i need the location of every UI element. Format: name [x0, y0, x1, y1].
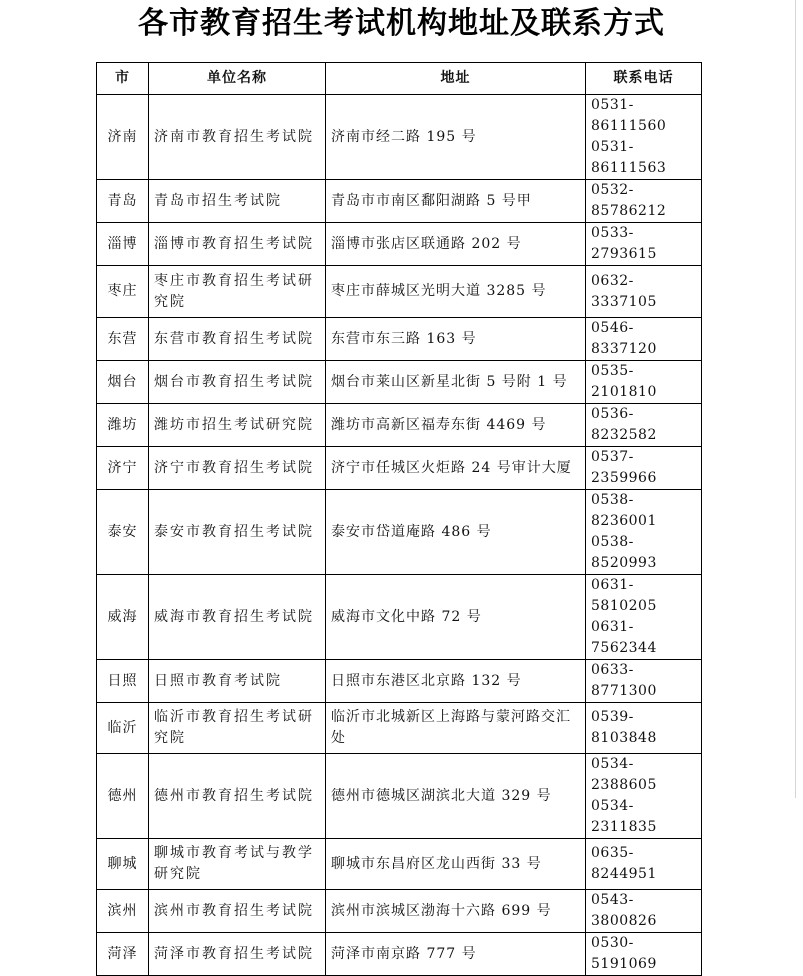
address-cell: 泰安市岱道庵路 486 号 [326, 490, 586, 575]
unit-name-cell: 淄博市教育招生考试院 [149, 223, 326, 266]
header-unit: 单位名称 [149, 63, 326, 95]
city-cell: 枣庄 [97, 266, 149, 318]
address-cell: 威海市文化中路 72 号 [326, 575, 586, 660]
phone-cell [586, 404, 702, 447]
phone-number: 0534-2388605 [591, 756, 657, 793]
phone-number: 0546-8337120 [591, 320, 657, 357]
phone-cell [586, 361, 702, 404]
phone-cell [586, 575, 702, 660]
city-cell: 东营 [97, 318, 149, 361]
phone-number: 0633-8771300 [591, 662, 657, 699]
phone-number: 0632-3337105 [591, 272, 657, 310]
phone-cell [586, 703, 702, 754]
page-edge-line [795, 0, 796, 798]
table-body [97, 95, 702, 976]
unit-name-cell: 日照市教育考试院 [149, 660, 326, 703]
table-row [97, 180, 702, 223]
address-cell: 济宁市任城区火炬路 24 号审计大厦 [326, 447, 586, 490]
unit-name-cell: 滨州市教育招生考试院 [149, 890, 326, 933]
contact-table [96, 62, 702, 976]
address-cell: 青岛市市南区鄱阳湖路 5 号甲 [326, 180, 586, 223]
unit-name-cell: 临沂市教育招生考试研究院 [149, 703, 326, 754]
table-row [97, 754, 702, 839]
unit-name-cell: 潍坊市招生考试研究院 [149, 404, 326, 447]
address-cell: 潍坊市高新区福寿东街 4469 号 [326, 404, 586, 447]
phone-number: 0533-2793615 [591, 225, 657, 262]
unit-name-cell: 东营市教育招生考试院 [149, 318, 326, 361]
phone-number: 0530-5191069 [591, 935, 657, 972]
city-cell: 泰安 [97, 490, 149, 575]
city-cell: 日照 [97, 660, 149, 703]
address-cell: 济南市经二路 195 号 [326, 95, 586, 180]
table-row [97, 839, 702, 890]
city-cell: 德州 [97, 754, 149, 839]
phone-cell [586, 266, 702, 318]
phone-number: 0534-2311835 [591, 798, 657, 835]
phone-number: 0543-3800826 [591, 892, 657, 929]
unit-name-cell: 德州市教育招生考试院 [149, 754, 326, 839]
unit-name-cell: 济南市教育招生考试院 [149, 95, 326, 180]
phone-number: 0531-86111560 [591, 97, 667, 134]
table-row [97, 266, 702, 318]
phone-number: 0535-2101810 [591, 363, 657, 400]
city-cell: 济宁 [97, 447, 149, 490]
table-row [97, 575, 702, 660]
phone-cell [586, 318, 702, 361]
unit-name-cell: 济宁市教育招生考试院 [149, 447, 326, 490]
city-cell: 菏泽 [97, 933, 149, 976]
phone-cell [586, 490, 702, 575]
table-row [97, 660, 702, 703]
phone-number: 0537-2359966 [591, 449, 657, 486]
unit-name-cell: 泰安市教育招生考试院 [149, 490, 326, 575]
city-cell: 烟台 [97, 361, 149, 404]
unit-name-cell: 威海市教育招生考试院 [149, 575, 326, 660]
city-cell: 潍坊 [97, 404, 149, 447]
table-row [97, 404, 702, 447]
city-cell: 济南 [97, 95, 149, 180]
address-cell: 德州市德城区湖滨北大道 329 号 [326, 754, 586, 839]
table-row [97, 447, 702, 490]
unit-name-cell: 枣庄市教育招生考试研究院 [149, 266, 326, 318]
address-cell: 临沂市北城新区上海路与蒙河路交汇处 [326, 703, 586, 754]
phone-cell [586, 223, 702, 266]
city-cell: 青岛 [97, 180, 149, 223]
phone-cell [586, 95, 702, 180]
table-row [97, 890, 702, 933]
phone-cell [586, 447, 702, 490]
phone-number: 0538-8236001 [591, 492, 657, 529]
phone-number: 0631-7562344 [591, 619, 657, 656]
table-row [97, 223, 702, 266]
phone-cell [586, 754, 702, 839]
phone-cell [586, 933, 702, 976]
table-row [97, 490, 702, 575]
table-row [97, 703, 702, 754]
phone-number: 0538-8520993 [591, 534, 657, 571]
address-cell: 滨州市滨城区渤海十六路 699 号 [326, 890, 586, 933]
table-header-row [97, 63, 702, 95]
city-cell: 淄博 [97, 223, 149, 266]
unit-name-cell: 聊城市教育考试与教学研究院 [149, 839, 326, 890]
address-cell: 东营市东三路 163 号 [326, 318, 586, 361]
phone-number: 0635-8244951 [591, 845, 657, 882]
phone-number: 0631-5810205 [591, 577, 657, 614]
address-cell: 枣庄市薛城区光明大道 3285 号 [326, 266, 586, 318]
phone-cell [586, 180, 702, 223]
phone-number: 0539-8103848 [591, 709, 657, 746]
table-row [97, 95, 702, 180]
phone-cell [586, 839, 702, 890]
city-cell: 临沂 [97, 703, 149, 754]
table-row [97, 361, 702, 404]
city-cell: 滨州 [97, 890, 149, 933]
city-cell: 威海 [97, 575, 149, 660]
table-row [97, 318, 702, 361]
table-row [97, 933, 702, 976]
address-cell: 聊城市东昌府区龙山西街 33 号 [326, 839, 586, 890]
unit-name-cell: 青岛市招生考试院 [149, 180, 326, 223]
header-city: 市 [97, 63, 149, 95]
address-cell: 日照市东港区北京路 132 号 [326, 660, 586, 703]
phone-number: 0531-86111563 [591, 139, 667, 176]
unit-name-cell: 菏泽市教育招生考试院 [149, 933, 326, 976]
address-cell: 烟台市莱山区新星北街 5 号附 1 号 [326, 361, 586, 404]
phone-cell [586, 660, 702, 703]
address-cell: 淄博市张店区联通路 202 号 [326, 223, 586, 266]
address-cell: 菏泽市南京路 777 号 [326, 933, 586, 976]
header-address: 地址 [326, 63, 586, 95]
page-title: 各市教育招生考试机构地址及联系方式 [138, 6, 665, 41]
unit-name-cell: 烟台市教育招生考试院 [149, 361, 326, 404]
header-phone: 联系电话 [586, 63, 702, 95]
city-cell: 聊城 [97, 839, 149, 890]
phone-number: 0532-85786212 [591, 182, 667, 219]
phone-cell [586, 890, 702, 933]
phone-number: 0536-8232582 [591, 406, 657, 443]
